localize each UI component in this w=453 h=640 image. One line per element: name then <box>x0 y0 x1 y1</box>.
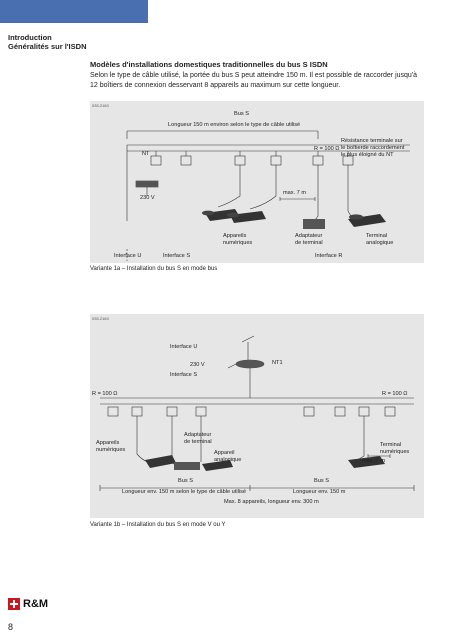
max-length-label: max. 7 m <box>283 190 307 196</box>
nt-label: NT <box>142 151 150 157</box>
interface-s-label: Interface S <box>163 253 191 259</box>
analog-device-label: Appareil analogique <box>214 450 242 463</box>
length-right-label: Longueur env. 150 m <box>293 489 346 495</box>
length-label: Longueur 150 m environ selon le type de câble utilisé <box>168 122 301 128</box>
figure-code: 035.2163 <box>92 316 109 321</box>
max-devices-label: Max. 8 appareils, longueur env. 300 m <box>224 499 319 505</box>
logo-cross-icon <box>8 598 20 610</box>
analog-terminal-label: Terminal analogique <box>366 233 394 246</box>
bus-left-label: Bus S <box>178 478 193 484</box>
nt1-label: NT1 <box>272 360 283 366</box>
length-left-label: Longueur env. 150 m selon le type de câble utilisé <box>122 489 246 495</box>
section-title: Introduction <box>8 33 52 42</box>
resistor-left-label: R = 100 Ω <box>92 391 118 397</box>
figure-code: 035.2163 <box>92 103 109 108</box>
voltage-label: 230 V <box>140 195 155 201</box>
diagram-bus-mode <box>90 101 424 263</box>
figure1-caption: Variante 1a – Installation du bus S en mode bus <box>90 266 218 272</box>
page-heading: Modèles d'installations domestiques traditionnelles du bus S ISDN <box>90 60 328 69</box>
brand-name: R&M <box>23 598 49 610</box>
brand-logo <box>8 598 48 610</box>
v-y-mode-drawing <box>90 314 424 518</box>
diagram-v-y-mode <box>90 314 424 518</box>
terminal-adapter-label: Adaptateur de terminal <box>295 233 323 246</box>
terminal-adapter-label: Adaptateur de terminal <box>184 432 212 445</box>
interface-r-label: Interface R <box>315 253 343 259</box>
figure2-caption: Variante 1b – Installation du bus S en mode V ou Y <box>90 522 226 528</box>
interface-u-label: Interface U <box>170 344 198 350</box>
bus-label: Bus S <box>234 111 249 117</box>
interface-s-label: Interface S <box>170 372 198 378</box>
page-number: 8 <box>8 622 14 632</box>
digital-terminals-right-label: Terminal numériques <box>380 442 410 455</box>
resistor-label: R = 100 Ω <box>314 146 340 152</box>
voltage-label: 230 V <box>190 362 205 368</box>
max-length-label: max. 7 m <box>362 458 386 464</box>
bus-right-label: Bus S <box>314 478 329 484</box>
resistor-note: Résistance terminale sur le boîtierde raccordement le plus éloigné du NT <box>341 138 405 158</box>
resistor-right-label: R = 100 Ω <box>382 391 408 397</box>
intro-paragraph: Selon le type de câble utilisé, la portée du bus S peut atteindre 150 m. Il est possible de raccorder jusqu'à 12 boîtiers de connexion desservant 8 appareils au maximum sur cette longueur. <box>90 72 418 89</box>
interface-u-label: Interface U <box>114 253 142 259</box>
digital-devices-label: Appareils numériques <box>223 233 253 246</box>
header-color-bar <box>0 0 148 23</box>
subsection-title: Généralités sur l'ISDN <box>8 42 87 51</box>
digital-devices-left-label: Appareils numériques <box>96 440 126 453</box>
